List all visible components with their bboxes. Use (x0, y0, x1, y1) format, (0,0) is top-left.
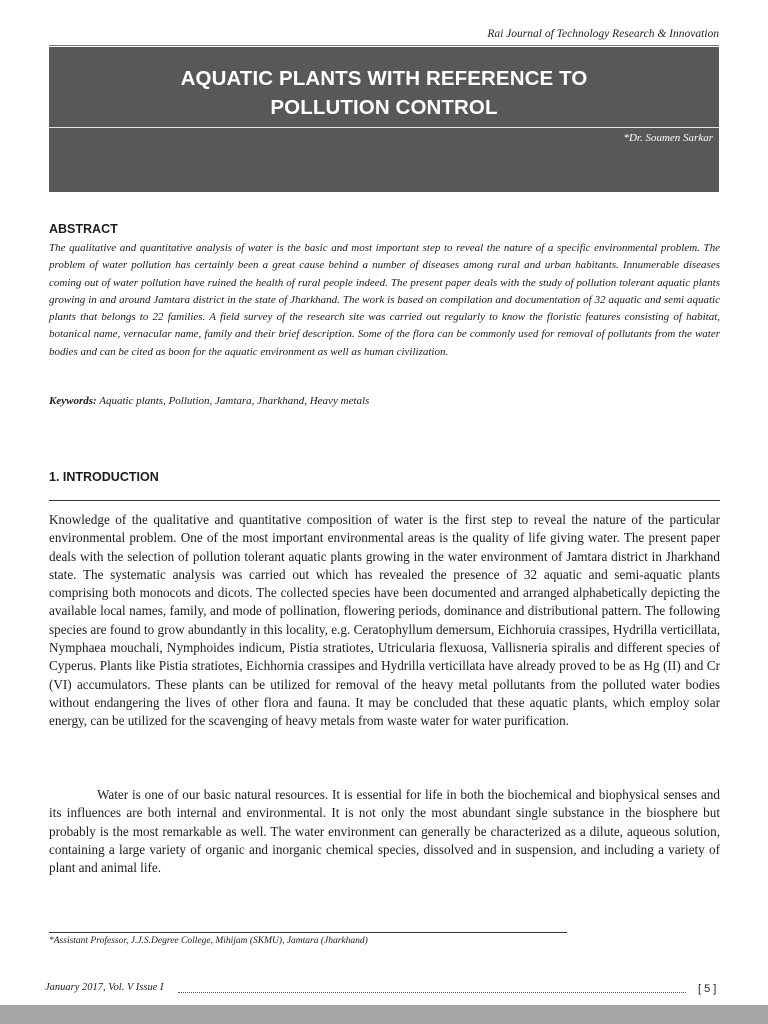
footer-issue: January 2017, Vol. V Issue I (45, 982, 164, 993)
footer-dotted-leader (178, 992, 686, 993)
page-number: [ 5 ] (698, 983, 717, 995)
title-line-2: POLLUTION CONTROL (270, 96, 498, 119)
title-rule (49, 127, 719, 128)
footnote-rule (49, 932, 567, 933)
introduction-heading: 1. INTRODUCTION (49, 470, 159, 484)
abstract-text: The qualitative and quantitative analysis of water is the basic and most important step to reveal the nature of a specific environmental problem. The problem of water pollution has certainly been a great cause behind a number of diseases among rural and urban habitants. Innumerable diseases coming out of water pollution have ruined the health of rural people indeed. The present paper deals with the study of pollution tolerant aquatic plants growing in and around Jamtara district in the state of Jharkhand. The work is based on compilation and documentation of 32 aquatic and semi aquatic plants that belongs to 22 families. A field survey of the research site was carried out regularly to know the floristic features consisting of habitat, botanical name, vernacular name, family and their brief description. Some of the flora can be commonly used for removal of pollutants from the water bodies and can be cited as boon for the aquatic environment as well as human civilization. (49, 242, 720, 358)
introduction-paragraph-1: Knowledge of the qualitative and quantitative composition of water is the first step to reveal the nature of the particular environmental problem. One of the most important environmental areas is the quality of life giving water. The present paper deals with the selection of pollution tolerant aquatic plants growing in the water environment of Jamtara district in Jharkhand state. The systematic analysis was carried out which has revealed the presence of 32 aquatic and semi-aquatic plants comprising both monocots and dicots. The collected species have been documented and arranged alphabetically depicting the available local names, family, and mode of pollination, flowering periods, dominance and distributional pattern. The following species are found to grow abundantly in this locality, e.g. Ceratophyllum demersum, Eichhoruia crassipes, Hydrilla verticillata, Nymphaea mouchali, Nymphoides indicum, Pistia stratiotes, Utricularia flexuosa, Vallisneria spiralis and different species of Cyperus. Plants like Pistia stratiotes, Eichhornia crassipes and Hydrilla verticillata have already proved to be as Hg (II) and Cr (VI) accumulators. These plants can be utilized for removal of the heavy metal pollutants from the polluted water bodies without endangering the lives of other flora and fauna. It may be concluded that these aquatic plants, which employ solar energy, can be utilized for the scavenging of heavy metals from waste water for water purification. (49, 512, 720, 729)
journal-name: Rai Journal of Technology Research & Innovation (487, 28, 719, 40)
footnote: *Assistant Professor, J.J.S.Degree College, Mihijam (SKMU), Jamtara (Jharkhand) (49, 936, 368, 946)
title-banner (49, 47, 719, 192)
header-rule (49, 45, 719, 46)
keywords-list: Aquatic plants, Pollution, Jamtara, Jharkhand, Heavy metals (96, 395, 370, 407)
keywords (49, 395, 369, 407)
introduction-paragraph-2: Water is one of our basic natural resources. It is essential for life in both the biochemical and biophysical senses and its influences are both internal and environmental. It is not only the most abundant single substance in the biosphere but probably is the most remarkable as well. The water environment can generally be characterized as a dilute, aqueous solution, containing a large variety of organic and inorganic chemical species, dissolved and in suspension, and including a variety of plant and animal life. (49, 787, 720, 876)
author-name: *Dr. Soumen Sarkar (623, 132, 713, 144)
abstract-heading: ABSTRACT (49, 222, 118, 236)
bottom-bar (0, 1005, 768, 1024)
keywords-label: Keywords: (49, 395, 97, 407)
paper-title (49, 64, 719, 122)
title-line-1: AQUATIC PLANTS WITH REFERENCE TO (180, 67, 588, 90)
section-rule (49, 500, 720, 501)
